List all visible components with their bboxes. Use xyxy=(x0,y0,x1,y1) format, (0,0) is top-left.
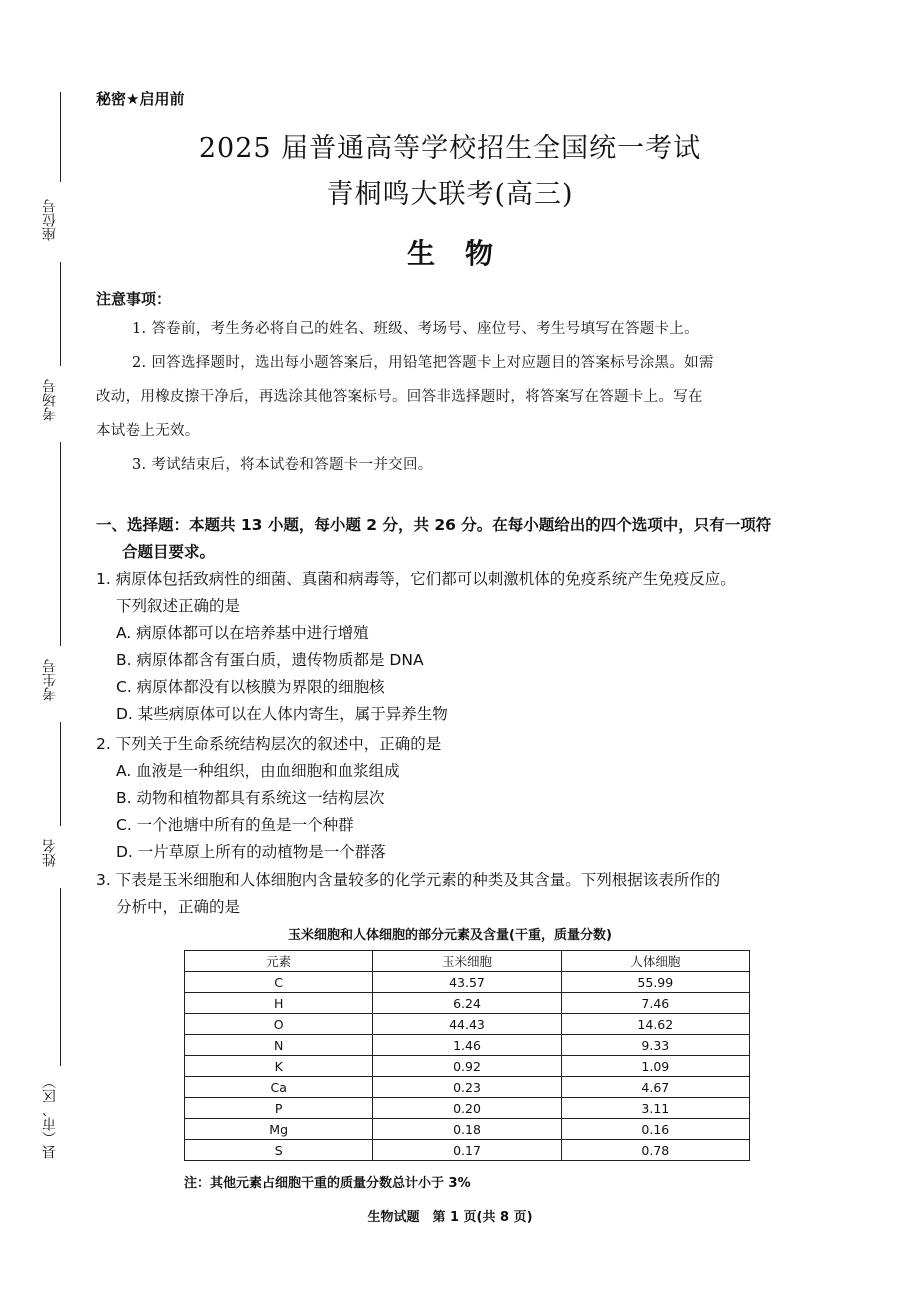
table-row xyxy=(185,1119,750,1140)
page-footer: 生物试题 第 1 页(共 8 页) xyxy=(367,1210,533,1225)
table-cell: Ca xyxy=(185,1077,373,1098)
table-cell: 55.99 xyxy=(561,972,749,993)
question-1-option-b: B. 病原体都含有蛋白质，遗传物质都是 DNA xyxy=(116,651,424,669)
section-heading xyxy=(96,512,826,566)
notice-item-2-line-1: 2. 回答选择题时，选出每小题答案后，用铅笔把答题卡上对应题目的答案标号涂黑。如需 xyxy=(132,355,714,371)
room-label: 考场号 xyxy=(42,379,58,421)
county-label: 县（市、区） xyxy=(42,1075,58,1159)
table-cell: S xyxy=(185,1140,373,1161)
notice-heading: 注意事项： xyxy=(96,290,172,308)
table-cell: 6.24 xyxy=(373,993,561,1014)
notice-item-3: 3. 考试结束后，将本试卷和答题卡一并交回。 xyxy=(132,457,433,473)
table-cell: Mg xyxy=(185,1119,373,1140)
question-2-option-c: C. 一个池塘中所有的鱼是一个种群 xyxy=(116,816,354,834)
examinee-line xyxy=(60,442,61,646)
table-cell: P xyxy=(185,1098,373,1119)
table-cell: K xyxy=(185,1056,373,1077)
notice-item-2-line-2: 改动，用橡皮擦干净后，再选涂其他答案标号。回答非选择题时，将答案写在答题卡上。写在 xyxy=(96,389,703,405)
exam-subtitle: 青桐鸣大联考(高三) xyxy=(326,179,574,210)
table-cell: 9.33 xyxy=(561,1035,749,1056)
table-cell: 4.67 xyxy=(561,1077,749,1098)
table-cell: 0.23 xyxy=(373,1077,561,1098)
question-1-stem-line-1: 1. 病原体包括致病性的细菌、真菌和病毒等，它们都可以刺激机体的免疫系统产生免疫反应。 xyxy=(96,570,736,588)
table-row xyxy=(185,1035,750,1056)
question-2-option-b: B. 动物和植物都具有系统这一结构层次 xyxy=(116,789,385,807)
question-1-stem-line-2: 下列叙述正确的是 xyxy=(116,597,241,615)
table-row xyxy=(185,1077,750,1098)
question-1-option-c: C. 病原体都没有以核膜为界限的细胞核 xyxy=(116,678,385,696)
notice-item-2-line-3: 本试卷上无效。 xyxy=(96,423,200,439)
question-2-stem: 2. 下列关于生命系统结构层次的叙述中，正确的是 xyxy=(96,735,442,753)
table-header-cell: 元素 xyxy=(185,951,373,972)
table-row xyxy=(185,1014,750,1035)
table-row xyxy=(185,1140,750,1161)
table-header-cell: 人体细胞 xyxy=(561,951,749,972)
question-1-option-d: D. 某些病原体可以在人体内寄生，属于异养生物 xyxy=(116,705,448,723)
section-heading-line-1: 一、选择题：本题共 13 小题，每小题 2 分，共 26 分。在每小题给出的四个选项中，只有一项符 xyxy=(96,516,772,534)
notice-block xyxy=(96,312,824,482)
question-2-option-d: D. 一片草原上所有的动植物是一个群落 xyxy=(116,843,386,861)
table-cell: 43.57 xyxy=(373,972,561,993)
name-line xyxy=(60,722,61,826)
secret-mark: 秘密★启用前 xyxy=(96,90,185,108)
table-cell: 0.78 xyxy=(561,1140,749,1161)
name-label: 姓名 xyxy=(42,839,58,867)
table-title: 玉米细胞和人体细胞的部分元素及含量(干重，质量分数) xyxy=(288,928,612,943)
table-cell: 0.17 xyxy=(373,1140,561,1161)
table-cell: 14.62 xyxy=(561,1014,749,1035)
notice-item-1: 1. 答卷前，考生务必将自己的姓名、班级、考场号、座位号、考生号填写在答题卡上。 xyxy=(132,321,699,337)
table-row xyxy=(185,1098,750,1119)
table-note: 注：其他元素占细胞干重的质量分数总计小于 3% xyxy=(184,1176,471,1191)
table-cell: 7.46 xyxy=(561,993,749,1014)
question-2 xyxy=(96,731,826,866)
county-line xyxy=(60,888,61,1066)
table-cell: 0.16 xyxy=(561,1119,749,1140)
table-header-row xyxy=(185,951,750,972)
table-row xyxy=(185,972,750,993)
table-header-cell: 玉米细胞 xyxy=(373,951,561,972)
table-cell: 1.09 xyxy=(561,1056,749,1077)
examinee-label: 考生号 xyxy=(42,659,58,701)
question-3-stem-line-2: 分析中，正确的是 xyxy=(116,898,241,916)
table-cell: 0.92 xyxy=(373,1056,561,1077)
room-line xyxy=(60,262,61,366)
question-3-stem-line-1: 3. 下表是玉米细胞和人体细胞内含量较多的化学元素的种类及其含量。下列根据该表所作的 xyxy=(96,871,721,889)
table-cell: 0.18 xyxy=(373,1119,561,1140)
element-table xyxy=(184,950,750,1161)
table-cell: 1.46 xyxy=(373,1035,561,1056)
table-cell: 44.43 xyxy=(373,1014,561,1035)
section-heading-line-2: 合题目要求。 xyxy=(122,543,216,561)
question-3 xyxy=(96,867,826,921)
table-cell: O xyxy=(185,1014,373,1035)
table-row xyxy=(185,1056,750,1077)
table-cell: 0.20 xyxy=(373,1098,561,1119)
seat-label: 座位号 xyxy=(42,199,58,241)
exam-title: 2025 届普通高等学校招生全国统一考试 xyxy=(198,133,702,164)
table-cell: C xyxy=(185,972,373,993)
table-cell: N xyxy=(185,1035,373,1056)
table-cell: H xyxy=(185,993,373,1014)
table-cell: 3.11 xyxy=(561,1098,749,1119)
question-2-option-a: A. 血液是一种组织，由血细胞和血浆组成 xyxy=(116,762,400,780)
table-row xyxy=(185,993,750,1014)
question-1-option-a: A. 病原体都可以在培养基中进行增殖 xyxy=(116,624,369,642)
subject-title: 生物 xyxy=(406,237,523,270)
question-1 xyxy=(96,566,826,728)
